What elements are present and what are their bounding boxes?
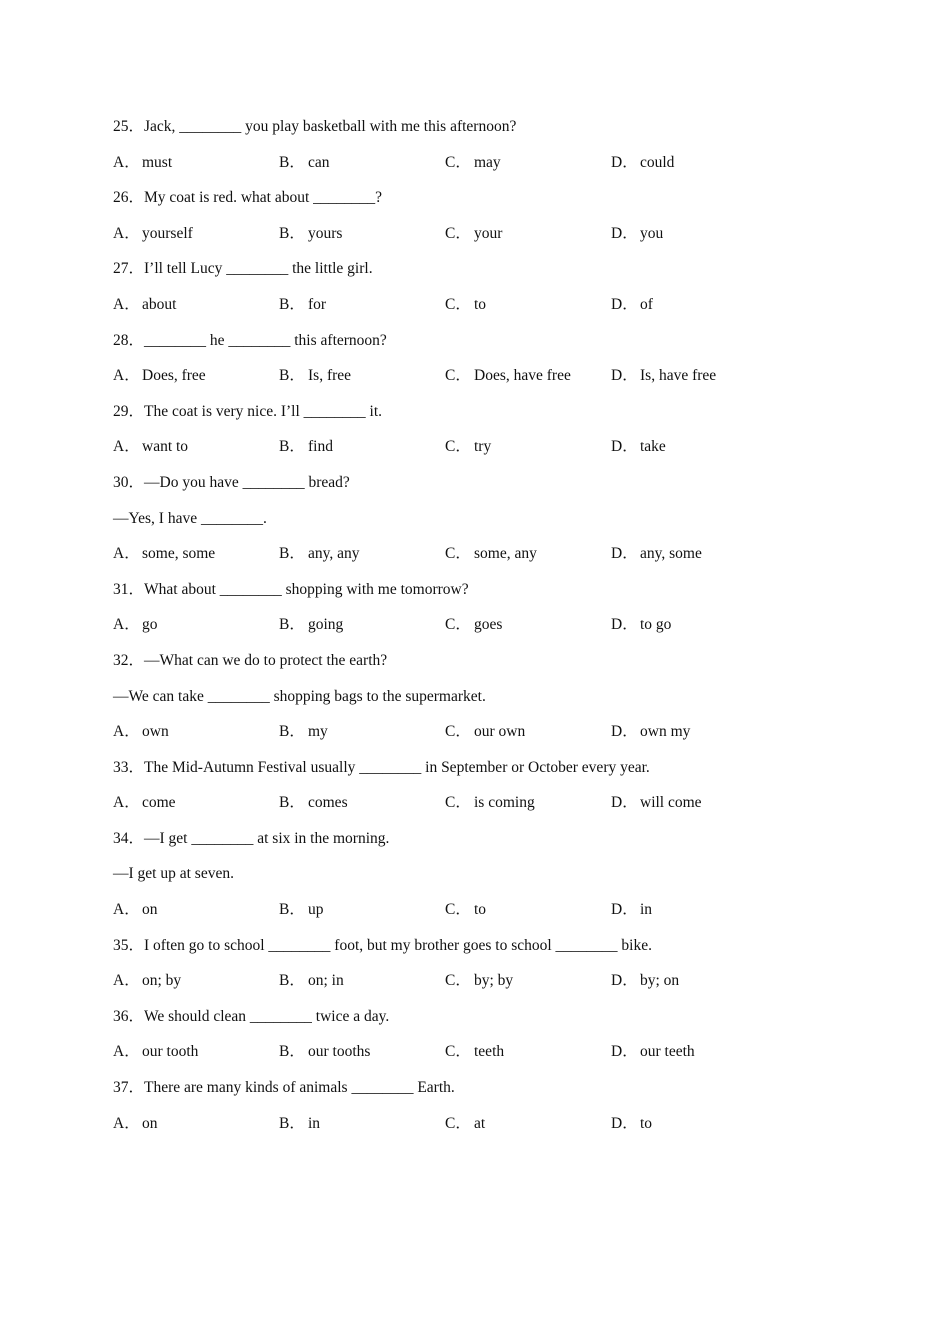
option-text: own xyxy=(142,723,169,741)
question-stem-reply: —Yes, I have ________. xyxy=(113,509,267,527)
answer-option[interactable] xyxy=(611,1040,777,1076)
option-letter: C． xyxy=(445,723,471,741)
answer-option[interactable] xyxy=(113,1112,279,1148)
question-block xyxy=(113,400,853,471)
option-letter: D． xyxy=(611,1043,638,1061)
answer-options xyxy=(113,435,853,471)
question-block xyxy=(113,115,853,186)
option-letter: B． xyxy=(279,901,305,919)
answer-option[interactable] xyxy=(611,435,777,471)
option-text: to xyxy=(474,901,487,919)
option-letter: C． xyxy=(445,1043,471,1061)
option-letter: B． xyxy=(279,723,305,741)
question-block xyxy=(113,649,853,756)
option-letter: D． xyxy=(611,153,638,171)
question-block xyxy=(113,471,853,578)
option-letter: D． xyxy=(611,616,638,634)
question-stem: 37．There are many kinds of animals ________ Earth. xyxy=(113,1079,455,1097)
question-stem: 27．I’ll tell Lucy ________ the little girl. xyxy=(113,260,373,278)
option-text: for xyxy=(308,295,327,313)
option-letter: A． xyxy=(113,1114,140,1132)
option-text: our teeth xyxy=(640,1043,695,1061)
option-letter: A． xyxy=(113,616,140,634)
option-letter: D． xyxy=(611,367,638,385)
option-letter: B． xyxy=(279,295,305,313)
answer-option[interactable] xyxy=(611,1112,777,1148)
answer-option[interactable] xyxy=(279,898,445,934)
answer-option[interactable] xyxy=(445,969,611,1005)
option-letter: D． xyxy=(611,438,638,456)
question-stem: 32．—What can we do to protect the earth? xyxy=(113,651,388,669)
option-letter: A． xyxy=(113,367,140,385)
answer-option[interactable] xyxy=(445,898,611,934)
question-block xyxy=(113,827,853,934)
option-letter: C． xyxy=(445,794,471,812)
answer-option[interactable] xyxy=(113,293,279,329)
option-letter: C． xyxy=(445,153,471,171)
question-block xyxy=(113,756,853,827)
answer-option[interactable] xyxy=(279,791,445,827)
answer-option[interactable] xyxy=(113,364,279,400)
answer-options xyxy=(113,1112,853,1148)
option-letter: D． xyxy=(611,295,638,313)
option-text: comes xyxy=(308,794,348,812)
option-letter: C． xyxy=(445,972,471,990)
answer-option[interactable] xyxy=(445,1112,611,1148)
option-text: about xyxy=(142,295,177,313)
answer-option[interactable] xyxy=(611,151,777,187)
question-block xyxy=(113,329,853,400)
answer-options xyxy=(113,364,853,400)
option-text: going xyxy=(308,616,344,634)
option-text: Is, free xyxy=(308,367,352,385)
answer-option[interactable] xyxy=(279,151,445,187)
option-letter: D． xyxy=(611,545,638,563)
answer-option[interactable] xyxy=(445,720,611,756)
option-text: in xyxy=(308,1114,321,1132)
option-text: could xyxy=(640,153,675,171)
option-letter: C． xyxy=(445,367,471,385)
option-text: on xyxy=(142,1114,158,1132)
option-text: at xyxy=(474,1114,486,1132)
option-text: take xyxy=(640,438,666,456)
option-text: Does, have free xyxy=(474,367,571,385)
option-letter: D． xyxy=(611,794,638,812)
answer-option[interactable] xyxy=(279,720,445,756)
option-letter: A． xyxy=(113,972,140,990)
option-letter: B． xyxy=(279,794,305,812)
option-text: to go xyxy=(640,616,672,634)
option-text: Is, have free xyxy=(640,367,717,385)
question-block xyxy=(113,578,853,649)
answer-option[interactable] xyxy=(445,222,611,258)
option-text: yourself xyxy=(142,224,193,242)
option-letter: C． xyxy=(445,1114,471,1132)
option-letter: A． xyxy=(113,224,140,242)
answer-option[interactable] xyxy=(279,969,445,1005)
answer-options xyxy=(113,293,853,329)
option-text: our tooths xyxy=(308,1043,371,1061)
option-text: our tooth xyxy=(142,1043,199,1061)
question-block xyxy=(113,1005,853,1076)
option-letter: B． xyxy=(279,153,305,171)
answer-options xyxy=(113,1040,853,1076)
answer-option[interactable] xyxy=(611,293,777,329)
answer-option[interactable] xyxy=(113,791,279,827)
option-letter: C． xyxy=(445,545,471,563)
option-letter: C． xyxy=(445,224,471,242)
option-letter: C． xyxy=(445,438,471,456)
question-stem-reply: —We can take ________ shopping bags to the supermarket. xyxy=(113,687,486,705)
question-block xyxy=(113,257,853,328)
answer-options xyxy=(113,613,853,649)
option-letter: A． xyxy=(113,438,140,456)
option-letter: C． xyxy=(445,295,471,313)
option-letter: B． xyxy=(279,438,305,456)
answer-option[interactable] xyxy=(279,364,445,400)
answer-option[interactable] xyxy=(113,435,279,471)
option-letter: A． xyxy=(113,295,140,313)
question-block xyxy=(113,186,853,257)
worksheet-page xyxy=(113,115,853,1147)
option-text: on; by xyxy=(142,972,182,990)
answer-option[interactable] xyxy=(279,542,445,578)
option-text: is coming xyxy=(474,794,535,812)
question-stem: 36．We should clean ________ twice a day. xyxy=(113,1007,390,1025)
option-letter: B． xyxy=(279,224,305,242)
answer-options xyxy=(113,791,853,827)
option-letter: A． xyxy=(113,545,140,563)
answer-options xyxy=(113,969,853,1005)
answer-option[interactable] xyxy=(611,969,777,1005)
option-text: yours xyxy=(308,224,343,242)
option-letter: D． xyxy=(611,224,638,242)
question-stem: 26．My coat is red. what about ________? xyxy=(113,189,383,207)
option-letter: A． xyxy=(113,901,140,919)
option-text: go xyxy=(142,616,158,634)
option-text: by; by xyxy=(474,972,514,990)
answer-option[interactable] xyxy=(113,222,279,258)
option-text: own my xyxy=(640,723,691,741)
question-stem: 35．I often go to school ________ foot, but my brother goes to school ________ bike. xyxy=(113,936,652,954)
answer-option[interactable] xyxy=(113,151,279,187)
option-letter: A． xyxy=(113,1043,140,1061)
option-text: to xyxy=(474,295,487,313)
option-text: Does, free xyxy=(142,367,206,385)
option-letter: B． xyxy=(279,1043,305,1061)
answer-option[interactable] xyxy=(611,898,777,934)
answer-options xyxy=(113,542,853,578)
option-text: can xyxy=(308,153,330,171)
answer-option[interactable] xyxy=(279,293,445,329)
option-text: come xyxy=(142,794,176,812)
question-block xyxy=(113,1076,853,1147)
option-letter: D． xyxy=(611,972,638,990)
answer-option[interactable] xyxy=(279,435,445,471)
answer-option[interactable] xyxy=(445,542,611,578)
answer-option[interactable] xyxy=(445,1040,611,1076)
answer-option[interactable] xyxy=(113,542,279,578)
question-block xyxy=(113,934,853,1005)
option-text: you xyxy=(640,224,664,242)
option-letter: A． xyxy=(113,723,140,741)
question-stem: 30．—Do you have ________ bread? xyxy=(113,473,350,491)
option-text: by; on xyxy=(640,972,680,990)
option-text: some, some xyxy=(142,545,216,563)
option-text: want to xyxy=(142,438,189,456)
option-text: in xyxy=(640,901,653,919)
answer-option[interactable] xyxy=(445,613,611,649)
answer-option[interactable] xyxy=(611,542,777,578)
option-text: find xyxy=(308,438,333,456)
answer-option[interactable] xyxy=(113,720,279,756)
option-letter: D． xyxy=(611,723,638,741)
option-text: goes xyxy=(474,616,503,634)
option-text: any, some xyxy=(640,545,702,563)
answer-option[interactable] xyxy=(611,720,777,756)
answer-option[interactable] xyxy=(611,791,777,827)
answer-option[interactable] xyxy=(113,898,279,934)
option-letter: A． xyxy=(113,794,140,812)
answer-option[interactable] xyxy=(445,791,611,827)
option-text: your xyxy=(474,224,503,242)
option-text: on; in xyxy=(308,972,344,990)
question-stem: 29．The coat is very nice. I’ll ________ it. xyxy=(113,402,383,420)
answer-options xyxy=(113,898,853,934)
answer-option[interactable] xyxy=(113,1040,279,1076)
option-letter: B． xyxy=(279,972,305,990)
answer-option[interactable] xyxy=(113,969,279,1005)
question-stem: 28．________ he ________ this afternoon? xyxy=(113,331,387,349)
option-text: must xyxy=(142,153,173,171)
answer-option[interactable] xyxy=(113,613,279,649)
option-text: teeth xyxy=(474,1043,505,1061)
question-stem-reply: —I get up at seven. xyxy=(113,865,234,883)
answer-option[interactable] xyxy=(279,1040,445,1076)
option-text: any, any xyxy=(308,545,360,563)
answer-option[interactable] xyxy=(445,293,611,329)
answer-option[interactable] xyxy=(445,435,611,471)
question-stem: 33．The Mid-Autumn Festival usually ________ in September or October every year. xyxy=(113,758,650,776)
answer-options xyxy=(113,151,853,187)
option-letter: C． xyxy=(445,616,471,634)
answer-option[interactable] xyxy=(611,222,777,258)
option-text: try xyxy=(474,438,492,456)
option-text: on xyxy=(142,901,158,919)
option-text: to xyxy=(640,1114,653,1132)
answer-option[interactable] xyxy=(445,364,611,400)
answer-option[interactable] xyxy=(279,222,445,258)
answer-option[interactable] xyxy=(445,151,611,187)
option-letter: B． xyxy=(279,545,305,563)
option-text: some, any xyxy=(474,545,537,563)
answer-option[interactable] xyxy=(279,613,445,649)
option-text: may xyxy=(474,153,501,171)
answer-options xyxy=(113,720,853,756)
option-letter: B． xyxy=(279,1114,305,1132)
option-letter: B． xyxy=(279,367,305,385)
option-letter: C． xyxy=(445,901,471,919)
answer-option[interactable] xyxy=(279,1112,445,1148)
option-letter: B． xyxy=(279,616,305,634)
option-text: up xyxy=(308,901,324,919)
option-letter: A． xyxy=(113,153,140,171)
question-stem: 34．—I get ________ at six in the morning. xyxy=(113,829,390,847)
option-text: will come xyxy=(640,794,702,812)
answer-option[interactable] xyxy=(611,613,777,649)
option-letter: D． xyxy=(611,1114,638,1132)
answer-option[interactable] xyxy=(611,364,777,400)
option-text: our own xyxy=(474,723,526,741)
option-text: my xyxy=(308,723,328,741)
option-letter: D． xyxy=(611,901,638,919)
answer-options xyxy=(113,222,853,258)
question-stem: 25．Jack, ________ you play basketball with me this afternoon? xyxy=(113,118,517,135)
option-text: of xyxy=(640,295,653,313)
question-stem: 31．What about ________ shopping with me tomorrow? xyxy=(113,580,469,598)
